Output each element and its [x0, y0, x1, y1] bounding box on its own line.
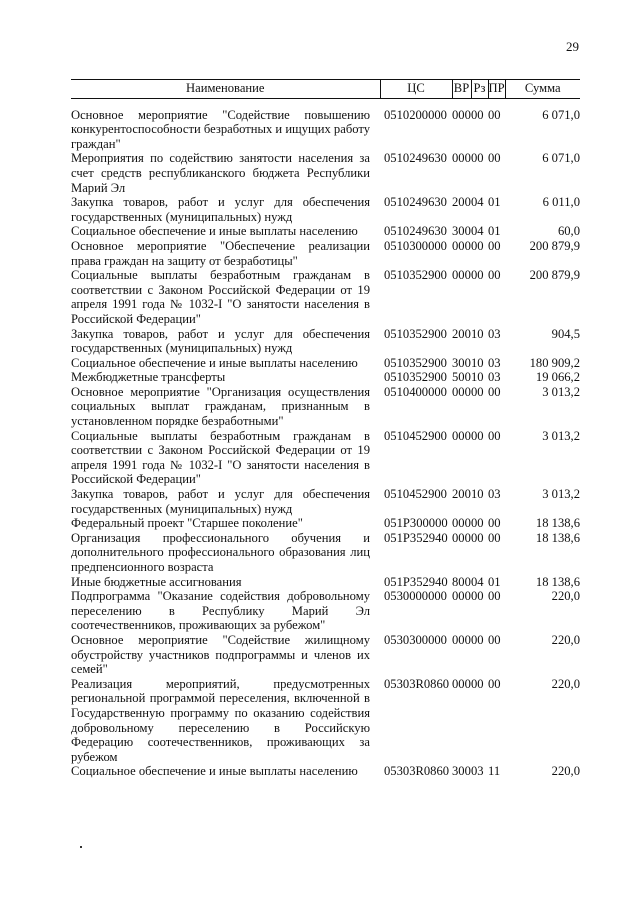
row-vr-cell: 000 [452, 151, 471, 166]
row-pr-cell: 00 [488, 530, 501, 545]
row-pr-cell: 00 [488, 516, 501, 531]
table-row [71, 429, 580, 487]
row-vr-cell: 000 [452, 428, 471, 443]
row-vr-cell: 000 [452, 676, 471, 691]
row-name-cell: Подпрограмма "Оказание содействия добровольному переселению в Республику Марий Эл соотечественников, проживающих за рубежом" [71, 589, 370, 633]
row-rz-cell: 00 [471, 268, 484, 283]
table-body [71, 98, 580, 779]
row-cs-cell: 051P352940 [384, 574, 448, 589]
table-row [71, 370, 580, 385]
row-vr-cell: 200 [452, 487, 471, 502]
row-vr-cell: 300 [452, 764, 471, 779]
table-row [71, 516, 580, 531]
row-name-cell: Межбюджетные трансферты [71, 370, 226, 385]
row-sum-cell: 904,5 [551, 326, 580, 341]
row-rz-cell: 03 [471, 764, 484, 779]
row-sum-cell: 200 879,9 [529, 238, 580, 253]
row-cs-cell: 0510249630 [384, 195, 447, 210]
row-vr-cell: 000 [452, 238, 471, 253]
table-row [71, 633, 580, 677]
table-header-row [71, 80, 580, 99]
row-vr-cell: 300 [452, 224, 471, 239]
row-vr-cell: 000 [452, 384, 471, 399]
row-cs-cell: 0510452900 [384, 428, 447, 443]
row-vr-cell: 000 [452, 516, 471, 531]
row-pr-cell: 01 [488, 195, 501, 210]
row-name-cell: Закупка товаров, работ и услуг для обеспечения государственных (муниципальных) нужд [71, 195, 370, 224]
row-vr-cell: 000 [452, 589, 471, 604]
row-rz-cell: 00 [471, 384, 484, 399]
row-cs-cell: 05303R0860 [384, 676, 450, 691]
row-pr-cell: 03 [488, 326, 501, 341]
table-row [71, 531, 580, 575]
row-rz-cell: 10 [471, 355, 484, 370]
row-cs-cell: 05303R0860 [384, 764, 450, 779]
row-pr-cell: 00 [488, 238, 501, 253]
row-rz-cell: 00 [471, 589, 484, 604]
row-pr-cell: 00 [488, 151, 501, 166]
header-vr: ВР [452, 80, 471, 99]
table-row [71, 327, 580, 356]
budget-table [71, 79, 580, 779]
row-rz-cell: 00 [471, 516, 484, 531]
table-row [71, 239, 580, 268]
row-sum-cell: 18 138,6 [535, 516, 580, 531]
table-row [71, 98, 580, 151]
row-sum-cell: 220,0 [551, 589, 580, 604]
row-name-cell: Основное мероприятие "Содействие повышению конкурентоспособности безработных и ищущих работу граждан" [71, 107, 370, 151]
row-rz-cell: 00 [471, 632, 484, 647]
row-rz-cell: 04 [471, 224, 484, 239]
row-name-cell: Закупка товаров, работ и услуг для обеспечения государственных (муниципальных) нужд [71, 326, 370, 356]
row-pr-cell: 00 [488, 428, 501, 443]
table-row [71, 151, 580, 195]
row-cs-cell: 0510452900 [384, 487, 447, 502]
row-cs-cell: 0530300000 [384, 632, 447, 647]
row-pr-cell: 00 [488, 107, 501, 122]
row-name-cell: Организация профессионального обучения и дополнительного профессионального образования лиц предпенсионного возраста [71, 530, 370, 574]
row-cs-cell: 0510352900 [384, 268, 447, 283]
row-rz-cell: 00 [471, 151, 484, 166]
row-name-cell: Иные бюджетные ассигнования [71, 574, 242, 589]
row-rz-cell: 04 [471, 574, 484, 589]
row-name-cell: Реализация мероприятий, предусмотренных региональной программой переселения, включенной в Государственную программу по оказанию содействия добровольному переселению в Российскую Федерацию соотечественников, проживающих за рубежом [71, 676, 370, 764]
row-cs-cell: 051P300000 [384, 516, 448, 531]
row-vr-cell: 000 [452, 268, 471, 283]
row-sum-cell: 6 071,0 [542, 107, 580, 122]
row-pr-cell: 01 [488, 224, 501, 239]
row-rz-cell: 10 [471, 487, 484, 502]
row-rz-cell: 00 [471, 107, 484, 122]
row-vr-cell: 000 [452, 530, 471, 545]
row-rz-cell: 00 [471, 530, 484, 545]
row-name-cell: Федеральный проект "Старшее поколение" [71, 516, 303, 531]
table-row [71, 764, 580, 779]
row-pr-cell: 00 [488, 589, 501, 604]
row-vr-cell: 300 [452, 355, 471, 370]
row-sum-cell: 3 013,2 [542, 428, 580, 443]
row-sum-cell: 18 138,6 [535, 574, 580, 589]
row-pr-cell: 11 [488, 764, 501, 779]
row-pr-cell: 01 [488, 574, 501, 589]
table-row [71, 487, 580, 516]
header-cs: ЦС [380, 80, 452, 99]
row-name-cell: Мероприятия по содействию занятости населения за счет средств республиканского бюджета Республики Марий Эл [71, 151, 370, 195]
row-rz-cell: 10 [471, 370, 484, 385]
row-pr-cell: 03 [488, 355, 501, 370]
row-cs-cell: 0510249630 [384, 151, 447, 166]
table-row [71, 589, 580, 633]
row-cs-cell: 0530000000 [384, 589, 447, 604]
row-sum-cell: 6 011,0 [542, 195, 580, 210]
row-rz-cell: 00 [471, 428, 484, 443]
row-name-cell: Социальные выплаты безработным гражданам в соответствии с Законом Российской Федерации от 19 апреля 1991 года № 1032-I "О занятости населения в Российской Федерации" [71, 268, 370, 326]
row-name-cell: Основное мероприятие "Организация осуществления социальных выплат гражданам, признанным в установленном порядке безработными" [71, 384, 370, 429]
row-sum-cell: 3 013,2 [542, 487, 580, 502]
row-sum-cell: 3 013,2 [542, 384, 580, 399]
stray-mark [80, 846, 82, 848]
row-cs-cell: 051P352940 [384, 530, 448, 545]
row-cs-cell: 0510200000 [384, 107, 447, 122]
row-name-cell: Социальное обеспечение и иные выплаты населению [71, 224, 358, 239]
row-pr-cell: 03 [488, 487, 501, 502]
row-sum-cell: 220,0 [551, 632, 580, 647]
row-sum-cell: 60,0 [557, 224, 580, 239]
row-vr-cell: 800 [452, 574, 471, 589]
row-cs-cell: 0510352900 [384, 355, 447, 370]
row-name-cell: Основное мероприятие "Содействие жилищному обустройству участников подпрограммы и членов их семей" [71, 632, 370, 677]
row-name-cell: Основное мероприятие "Обеспечение реализации права граждан на защиту от безработицы" [71, 238, 370, 268]
row-pr-cell: 03 [488, 370, 501, 385]
table-row [71, 268, 580, 326]
row-pr-cell: 00 [488, 384, 501, 399]
header-name: Наименование [71, 80, 380, 99]
row-rz-cell: 04 [471, 195, 484, 210]
row-sum-cell: 18 138,6 [535, 530, 580, 545]
row-sum-cell: 220,0 [551, 676, 580, 691]
row-vr-cell: 000 [452, 107, 471, 122]
row-vr-cell: 500 [452, 370, 471, 385]
table-row [71, 575, 580, 590]
row-pr-cell: 00 [488, 268, 501, 283]
row-rz-cell: 00 [471, 238, 484, 253]
row-name-cell: Социальное обеспечение и иные выплаты населению [71, 355, 358, 370]
header-pr: ПР [488, 80, 505, 99]
row-sum-cell: 220,0 [551, 764, 580, 779]
row-cs-cell: 0510249630 [384, 224, 447, 239]
row-sum-cell: 19 066,2 [535, 370, 580, 385]
row-name-cell: Социальное обеспечение и иные выплаты населению [71, 764, 358, 779]
row-cs-cell: 0510300000 [384, 238, 447, 253]
table-row [71, 195, 580, 224]
row-name-cell: Социальные выплаты безработным гражданам в соответствии с Законом Российской Федерации от 19 апреля 1991 года № 1032-I "О занятости населения в Российской Федерации" [71, 428, 370, 487]
table-row [71, 224, 580, 239]
row-vr-cell: 000 [452, 632, 471, 647]
row-vr-cell: 200 [452, 326, 471, 341]
row-cs-cell: 0510352900 [384, 326, 447, 341]
page-number: 29 [566, 39, 579, 54]
row-name-cell: Закупка товаров, работ и услуг для обеспечения государственных (муниципальных) нужд [71, 487, 370, 516]
row-pr-cell: 00 [488, 632, 501, 647]
row-cs-cell: 0510352900 [384, 370, 447, 385]
row-rz-cell: 00 [471, 676, 484, 691]
row-sum-cell: 200 879,9 [529, 268, 580, 283]
row-pr-cell: 00 [488, 676, 501, 691]
table-row [71, 385, 580, 429]
table-row [71, 356, 580, 371]
header-sum: Сумма [505, 80, 580, 99]
row-vr-cell: 200 [452, 195, 471, 210]
header-rz: Рз [471, 80, 488, 99]
row-sum-cell: 180 909,2 [529, 355, 580, 370]
row-sum-cell: 6 071,0 [542, 151, 580, 166]
row-rz-cell: 10 [471, 326, 484, 341]
row-cs-cell: 0510400000 [384, 384, 447, 399]
table-row [71, 677, 580, 765]
